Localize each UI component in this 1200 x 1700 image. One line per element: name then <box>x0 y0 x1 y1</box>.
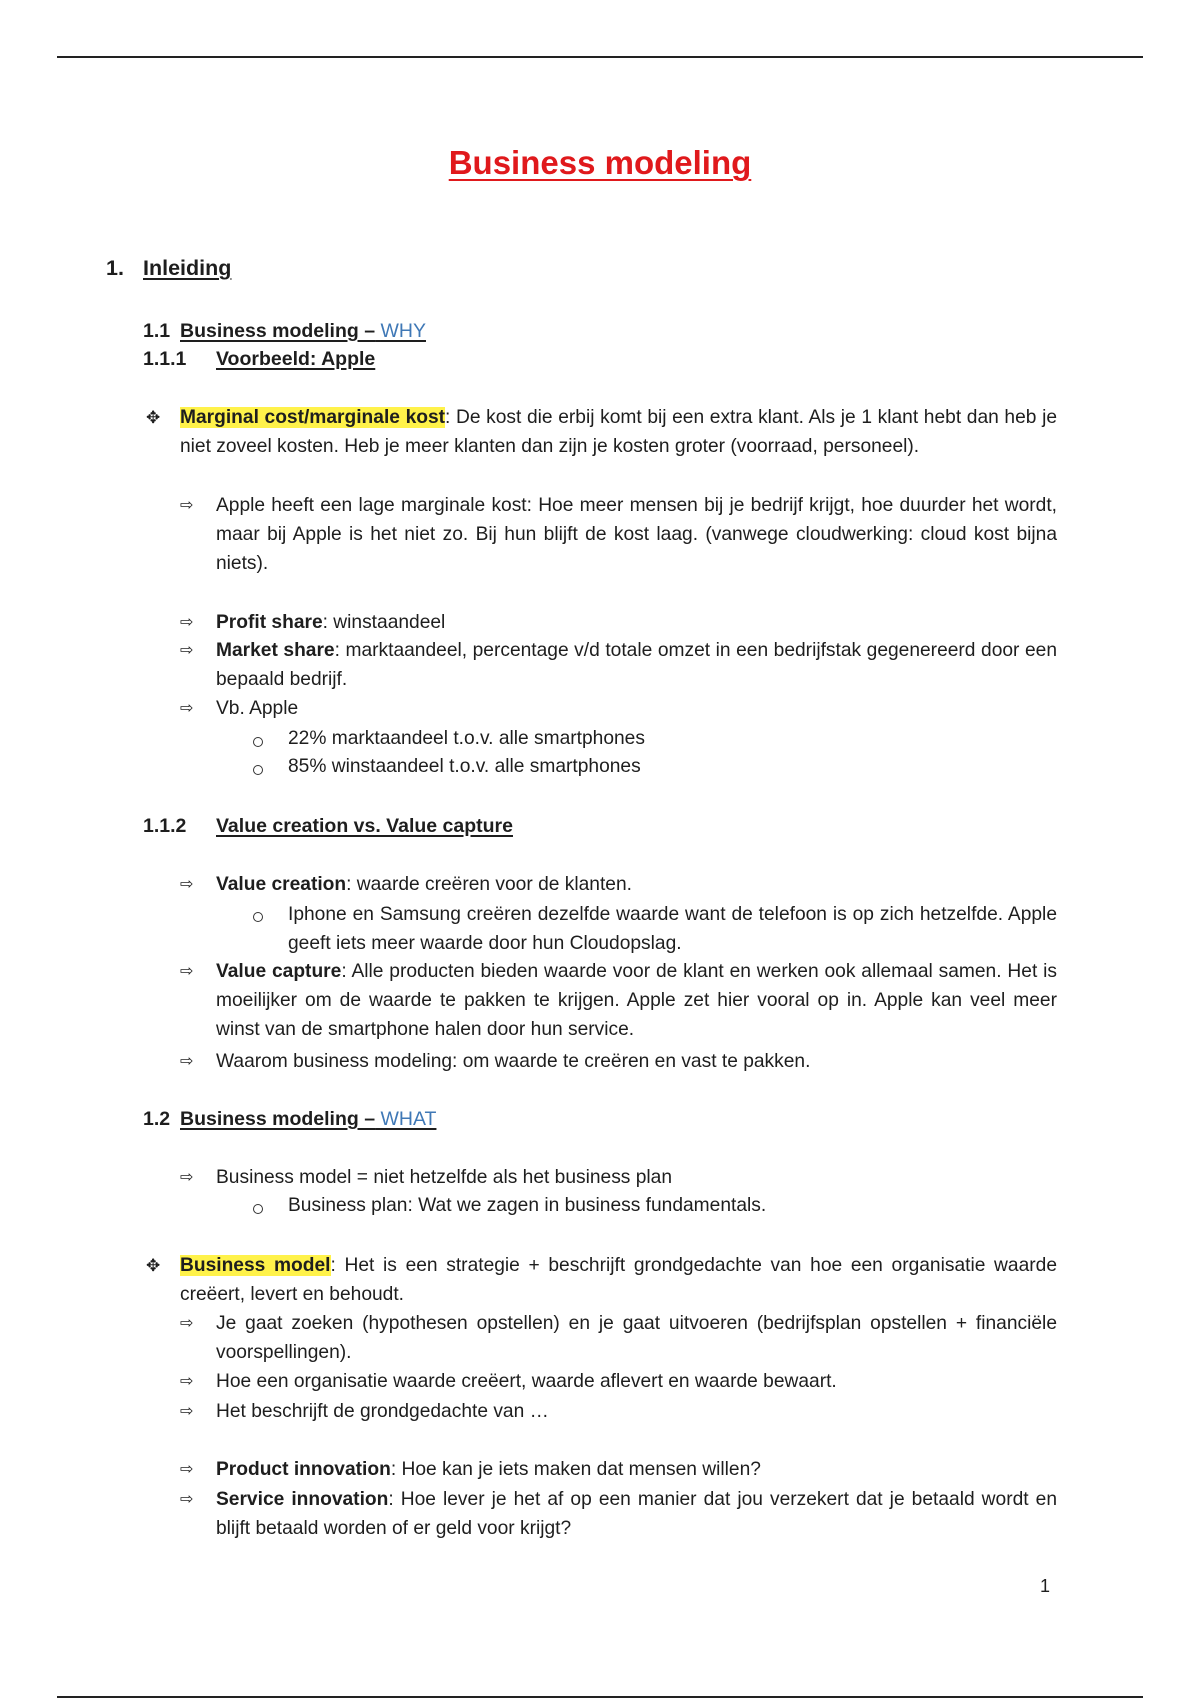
business-model-item: Het beschrijft de grondgedachte van … <box>216 1401 549 1422</box>
arrow-bullet-icon: ⇨ <box>180 1169 194 1186</box>
arrow-bullet-icon: ⇨ <box>180 700 194 717</box>
arrow-bullet-icon: ⇨ <box>180 1315 194 1332</box>
profit-share-item <box>216 608 1057 637</box>
marginal-cost-text: : De kost die erbij komt bij een extra klant. Als je 1 klant hebt dan heb je niet zoveel kosten. Heb je meer klanten dan zijn je kosten groter (voorraad, personeel). <box>180 407 1058 457</box>
arrow-bullet-icon: ⇨ <box>180 614 194 631</box>
section-1-1-title: Business modeling – <box>180 320 376 342</box>
example-item: 85% winstaandeel t.o.v. alle smartphones <box>288 756 641 777</box>
value-creation-text: : waarde creëren voor de klanten. <box>346 874 632 895</box>
business-model-text: : Het is een strategie + beschrijft grondgedachte van hoe een organisatie waarde creëert, levert en behoudt. <box>180 1255 1057 1305</box>
product-innovation-term: Product innovation <box>216 1459 391 1480</box>
product-innovation-item <box>216 1455 1057 1484</box>
market-share-text: : marktaandeel, percentage v/d totale omzet in een bedrijfstak gegenereerd door een bepaald bedrijf. <box>216 640 1057 690</box>
arrow-bullet-icon: ⇨ <box>180 1373 194 1390</box>
document-title: Business modeling <box>448 144 752 181</box>
arrow-bullet-icon: ⇨ <box>180 1461 194 1478</box>
example-apple: Vb. Apple <box>216 698 299 719</box>
footer-rule <box>57 1696 1143 1698</box>
business-model-item: Je gaat zoeken (hypothesen opstellen) en je gaat uitvoeren (bedrijfsplan opstellen + financiële voorspellingen). <box>216 1313 1057 1363</box>
market-share-term: Market share <box>216 640 335 661</box>
value-capture-term: Value capture <box>216 961 342 982</box>
section-1-title: Inleiding <box>143 256 232 280</box>
value-creation-item <box>216 870 1057 899</box>
business-model-paragraph <box>180 1251 1057 1309</box>
business-model-item: Hoe een organisatie waarde creëert, waarde aflevert en waarde bewaart. <box>216 1371 837 1392</box>
arrow-bullet-icon: ⇨ <box>180 1403 194 1420</box>
marginal-cost-term: Marginal cost/marginale kost <box>180 407 446 428</box>
page-number: 1 <box>1040 1576 1051 1596</box>
why-business-modeling: Waarom business modeling: om waarde te creëren en vast te pakken. <box>216 1051 811 1072</box>
circle-bullet-icon <box>253 765 263 775</box>
section-1-number: 1. <box>106 256 124 280</box>
profit-share-text: : winstaandeel <box>322 612 446 633</box>
model-vs-plan: Business model = niet hetzelfde als het business plan <box>216 1167 672 1188</box>
service-innovation-term: Service innovation <box>216 1489 389 1510</box>
value-capture-item <box>216 957 1057 1044</box>
arrow-bullet-icon: ⇨ <box>180 1491 194 1508</box>
section-1-2-title: Business modeling – <box>180 1108 376 1130</box>
section-1-1-1-title: Voorbeeld: Apple <box>216 348 376 370</box>
section-1-1-why: WHY <box>380 320 426 342</box>
diamond-bullet-icon: ✥ <box>146 408 161 427</box>
market-share-item <box>216 636 1057 694</box>
section-1-1-number: 1.1 <box>143 320 171 342</box>
header-rule <box>57 56 1143 58</box>
arrow-bullet-icon: ⇨ <box>180 497 194 514</box>
circle-bullet-icon <box>253 737 263 747</box>
value-creation-example: Iphone en Samsung creëren dezelfde waarde want de telefoon is op zich hetzelfde. Apple geeft iets meer waarde door hun Cloudopslag. <box>288 904 1057 954</box>
business-plan-note: Business plan: Wat we zagen in business fundamentals. <box>288 1195 767 1216</box>
circle-bullet-icon <box>253 912 263 922</box>
section-1-2-heading <box>180 1108 436 1131</box>
section-1-1-2-title: Value creation vs. Value capture <box>216 815 513 837</box>
section-1-1-heading <box>180 320 426 343</box>
section-1-2-what: WHAT <box>380 1108 437 1130</box>
diamond-bullet-icon: ✥ <box>146 1256 161 1275</box>
section-1-1-2-number: 1.1.2 <box>143 815 187 837</box>
value-creation-term: Value creation <box>216 874 347 895</box>
service-innovation-text: : Hoe lever je het af op een manier dat jou verzekert dat je betaald wordt en blijft betaald worden of er geld voor krijgt? <box>216 1489 1058 1539</box>
section-1-1-1-number: 1.1.1 <box>143 348 187 370</box>
apple-marginal-cost-text: Apple heeft een lage marginale kost: Hoe meer mensen bij je bedrijf krijgt, hoe duurder het wordt, maar bij Apple is het niet zo. Bij hun blijft de kost laag. (vanwege cloudwerking: cloud kost bijna niets). <box>216 495 1057 574</box>
arrow-bullet-icon: ⇨ <box>180 963 194 980</box>
marginal-cost-paragraph <box>180 403 1057 461</box>
arrow-bullet-icon: ⇨ <box>180 642 194 659</box>
business-model-term: Business model <box>180 1255 331 1276</box>
section-1-2-number: 1.2 <box>143 1108 171 1130</box>
arrow-bullet-icon: ⇨ <box>180 876 194 893</box>
product-innovation-text: : Hoe kan je iets maken dat mensen willen? <box>390 1459 761 1480</box>
circle-bullet-icon <box>253 1204 263 1214</box>
service-innovation-item <box>216 1485 1057 1543</box>
arrow-bullet-icon: ⇨ <box>180 1053 194 1070</box>
example-item: 22% marktaandeel t.o.v. alle smartphones <box>288 728 645 749</box>
value-capture-text: : Alle producten bieden waarde voor de klant en werken ook allemaal samen. Het is moeilijker om de waarde te pakken te krijgen. Apple zet hier vooral op in. Apple kan veel meer winst van de smartphone halen door hun service. <box>216 961 1057 1040</box>
profit-share-term: Profit share <box>216 612 323 633</box>
